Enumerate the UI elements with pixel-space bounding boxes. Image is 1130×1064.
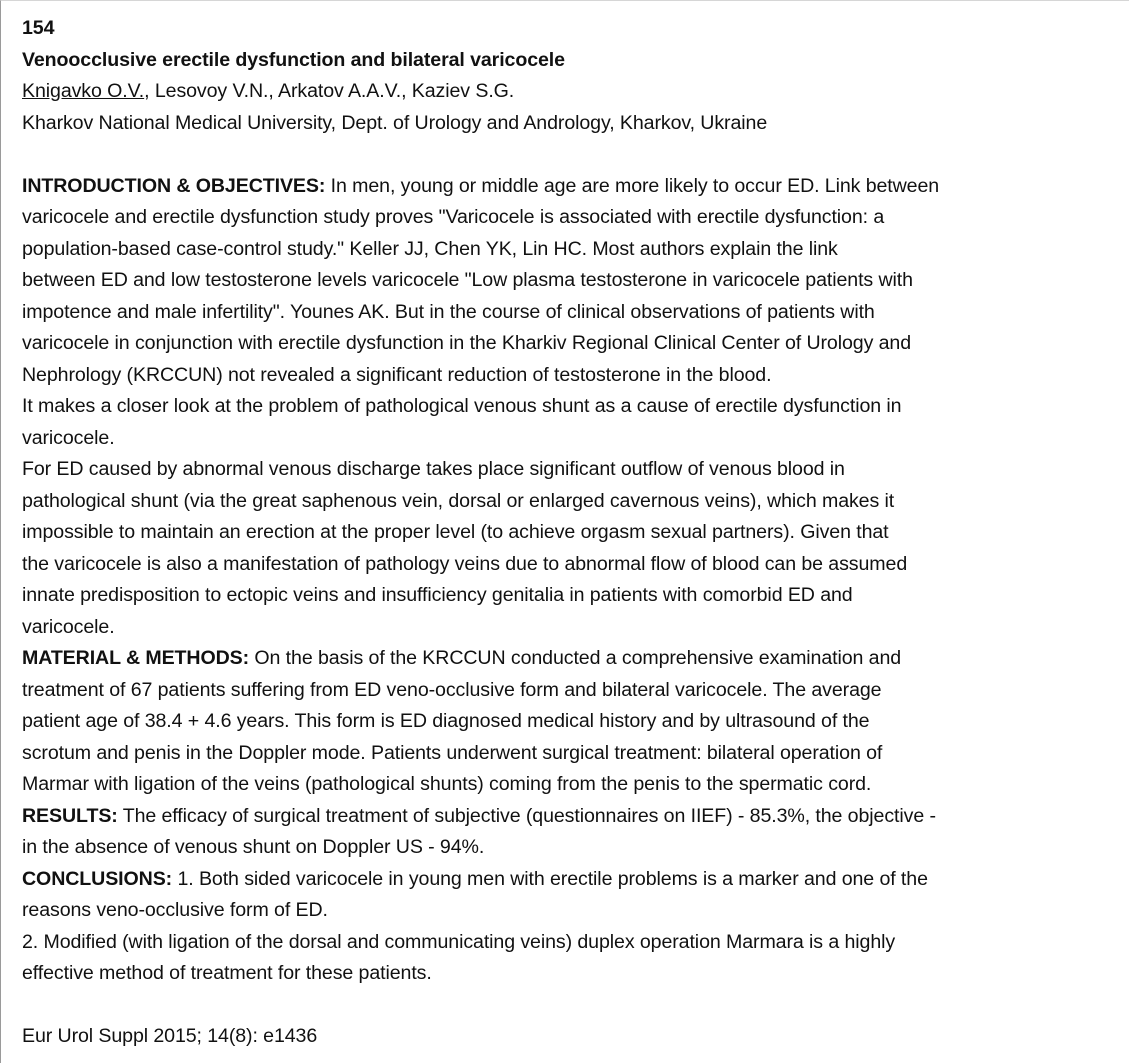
results-section <box>22 801 1122 864</box>
text-line: treatment of 67 patients suffering from ED veno-occlusive form and bilateral varicocele. The average <box>22 678 882 701</box>
text-line: reasons veno-occlusive form of ED. <box>22 899 328 921</box>
text-line: RESULTS: The efficacy of surgical treatment of subjective (questionnaires on IIEF) - 85.3%, the objective - <box>22 804 936 827</box>
results-heading: RESULTS: <box>22 804 118 827</box>
text-line: pathological shunt (via the great saphenous vein, dorsal or enlarged cavernous veins), which makes it <box>22 489 895 512</box>
text-line: MATERIAL & METHODS: On the basis of the KRCCUN conducted a comprehensive examination and <box>22 647 902 669</box>
text-line: varicocele in conjunction with erectile dysfunction in the Kharkiv Regional Clinical Center of Urology and <box>22 332 912 354</box>
introduction-heading: INTRODUCTION & OBJECTIVES: <box>22 174 326 197</box>
abstract-document <box>22 13 1122 1053</box>
presenting-author: Knigavko O.V. <box>22 80 145 102</box>
text-line: between ED and low testosterone levels varicocele "Low plasma testosterone in varicocele patients with <box>22 269 913 291</box>
section-spacer <box>22 139 1122 171</box>
text-line: effective method of treatment for these patients. <box>22 962 432 984</box>
introduction-section <box>22 171 1122 644</box>
methods-section <box>22 643 1122 801</box>
text-line: INTRODUCTION & OBJECTIVES: In men, young or middle age are more likely to occur ED. Link between <box>22 174 940 197</box>
text-line: Marmar with ligation of the veins (pathological shunts) coming from the penis to the spermatic cord. <box>22 773 872 795</box>
text-line: varicocele. <box>22 426 115 449</box>
conclusions-heading: CONCLUSIONS: <box>22 867 173 890</box>
abstract-title: Venoocclusive erectile dysfunction and bilateral varicocele <box>22 48 565 71</box>
methods-heading: MATERIAL & METHODS: <box>22 647 250 669</box>
text-line: It makes a closer look at the problem of pathological venous shunt as a cause of erectile dysfunction in <box>22 395 902 417</box>
co-authors: , Lesovoy V.N., Arkatov A.A.V., Kaziev S.G. <box>144 80 515 102</box>
text-line: population-based case-control study." Keller JJ, Chen YK, Lin HC. Most authors explain the link <box>22 237 838 260</box>
text-line: innate predisposition to ectopic veins and insufficiency genitalia in patients with comorbid ED and <box>22 584 853 606</box>
text-line: in the absence of venous shunt on Doppler US - 94%. <box>22 836 485 858</box>
text-line: Nephrology (KRCCUN) not revealed a significant reduction of testosterone in the blood. <box>22 363 772 386</box>
journal-citation: Eur Urol Suppl 2015; 14(8): e1436 <box>22 1025 318 1047</box>
section-spacer <box>22 990 1122 1022</box>
text-line: the varicocele is also a manifestation of pathology veins due to abnormal flow of blood can be assumed <box>22 552 908 575</box>
text-line: varicocele and erectile dysfunction study proves "Varicocele is associated with erectile dysfunction: a <box>22 206 885 228</box>
author-list <box>22 76 1122 108</box>
affiliation: Kharkov National Medical University, Dept. of Urology and Andrology, Kharkov, Ukraine <box>22 111 768 134</box>
text-line: impossible to maintain an erection at the proper level (to achieve orgasm sexual partners). Given that <box>22 521 889 543</box>
text-line: impotence and male infertility". Younes AK. But in the course of clinical observations of patients with <box>22 300 875 323</box>
text-line: For ED caused by abnormal venous discharge takes place significant outflow of venous blood in <box>22 458 845 480</box>
text-line: varicocele. <box>22 615 115 638</box>
conclusions-section <box>22 864 1122 990</box>
text-line: CONCLUSIONS: 1. Both sided varicocele in young men with erectile problems is a marker and one of the <box>22 867 928 890</box>
text-line: 2. Modified (with ligation of the dorsal and communicating veins) duplex operation Marmara is a highly <box>22 930 896 953</box>
abstract-number: 154 <box>22 17 55 39</box>
text-line: scrotum and penis in the Doppler mode. Patients underwent surgical treatment: bilateral operation of <box>22 741 883 764</box>
text-line: patient age of 38.4 + 4.6 years. This form is ED diagnosed medical history and by ultrasound of the <box>22 710 870 732</box>
